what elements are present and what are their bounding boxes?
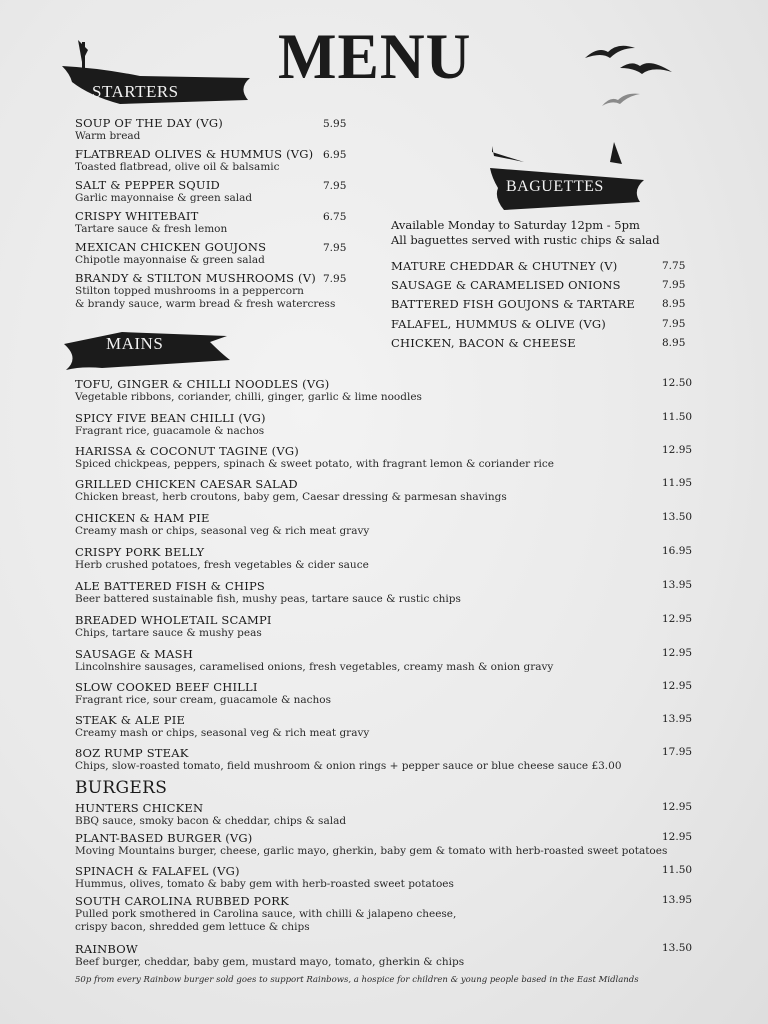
burgers-heading: BURGERS [75,778,168,798]
item-description: BBQ sauce, smoky bacon & cheddar, chips & salad [75,815,347,827]
menu-item [391,278,621,292]
menu-item [75,271,335,311]
availability-line: All baguettes served with rustic chips & salad [391,233,660,247]
menu-item [75,477,507,504]
item-description: Tartare sauce & fresh lemon [75,223,228,235]
item-name: SAUSAGE & CARAMELISED ONIONS [391,278,621,292]
item-name: SALT & PEPPER SQUID [75,178,220,192]
menu-item [75,647,553,674]
menu-item [75,147,313,174]
item-price: 13.50 [662,942,693,954]
item-price: 6.75 [323,211,347,223]
menu-item [75,116,223,143]
item-price: 7.75 [662,260,686,272]
item-name: FALAFEL, HUMMUS & OLIVE (VG) [391,317,606,331]
item-name: FLATBREAD OLIVES & HUMMUS (VG) [75,147,314,161]
item-description: Stilton topped mushrooms in a peppercorn [75,285,304,297]
item-description: Pulled pork smothered in Carolina sauce, with chilli & jalapeno cheese, [75,908,457,920]
menu-item [75,178,252,205]
item-name: 8OZ RUMP STEAK [75,746,189,760]
menu-item [75,894,456,934]
item-price: 13.95 [662,713,693,725]
item-description: Beer battered sustainable fish, mushy peas, tartare sauce & rustic chips [75,593,461,605]
item-price: 7.95 [323,242,347,254]
menu-item [75,864,454,891]
item-description: Fragrant rice, guacamole & nachos [75,425,265,437]
item-name: HUNTERS CHICKEN [75,801,204,815]
item-price: 12.95 [662,444,693,456]
item-price: 7.95 [662,279,686,291]
menu-item [391,259,617,273]
item-description: Toasted flatbread, olive oil & balsamic [75,161,280,173]
item-name: SAUSAGE & MASH [75,647,193,661]
item-description: Garlic mayonnaise & green salad [75,192,253,204]
item-price: 12.95 [662,613,693,625]
menu-item [391,317,606,331]
item-price: 7.95 [323,180,347,192]
item-description: & brandy sauce, warm bread & fresh watercress [75,298,336,310]
item-name: RAINBOW [75,942,138,956]
item-price: 8.95 [662,337,686,349]
item-price: 12.95 [662,831,693,843]
item-price: 13.95 [662,894,693,906]
item-description: Creamy mash or chips, seasonal veg & rich meat gravy [75,727,370,739]
item-description: Hummus, olives, tomato & baby gem with herb-roasted sweet potatoes [75,878,454,890]
item-name: CHICKEN & HAM PIE [75,511,210,525]
item-name: HARISSA & COCONUT TAGINE (VG) [75,444,299,458]
item-name: STEAK & ALE PIE [75,713,186,727]
menu-item [75,942,464,969]
menu-item [75,240,266,267]
item-description: Chips, slow-roasted tomato, field mushroom & onion rings + pepper sauce or blue cheese sauce £3.00 [75,760,622,772]
item-price: 7.95 [323,273,347,285]
item-description: Chipotle mayonnaise & green salad [75,254,265,266]
menu-item [75,746,622,773]
item-description: Vegetable ribbons, coriander, chilli, ginger, garlic & lime noodles [75,391,422,403]
item-name: SOUTH CAROLINA RUBBED PORK [75,894,289,908]
item-description: Creamy mash or chips, seasonal veg & rich meat gravy [75,525,370,537]
item-price: 11.50 [662,411,693,423]
item-description: Warm bread [75,130,141,142]
item-name: BATTERED FISH GOUJONS & TARTARE [391,297,636,311]
item-price: 12.50 [662,377,693,389]
item-name: ALE BATTERED FISH & CHIPS [75,579,265,593]
starters-banner [60,38,255,108]
item-name: MEXICAN CHICKEN GOUJONS [75,240,267,254]
item-description: Chips, tartare sauce & mushy peas [75,627,262,639]
birds-icon [580,38,680,113]
menu-item [75,713,369,740]
item-description: Chicken breast, herb croutons, baby gem, Caesar dressing & parmesan shavings [75,491,507,503]
item-name: PLANT-BASED BURGER (VG) [75,831,253,845]
item-description: Lincolnshire sausages, caramelised onions, fresh vegetables, creamy mash & onion gravy [75,661,554,673]
menu-item [75,511,369,538]
baguettes-heading: BAGUETTES [506,178,604,195]
page-title: MENU [278,21,472,93]
item-name: MATURE CHEDDAR & CHUTNEY (V) [391,259,618,273]
menu-item [391,297,635,311]
item-price: 7.95 [662,318,686,330]
menu-item [391,336,576,350]
item-price: 12.95 [662,801,693,813]
item-name: GRILLED CHICKEN CAESAR SALAD [75,477,298,491]
baguettes-availability [391,218,660,248]
item-price: 13.95 [662,579,693,591]
menu-item [75,444,554,471]
item-name: BRANDY & STILTON MUSHROOMS (V) [75,271,316,285]
item-name: SLOW COOKED BEEF CHILLI [75,680,258,694]
item-name: SPICY FIVE BEAN CHILLI (VG) [75,411,266,425]
item-description: Beef burger, cheddar, baby gem, mustard mayo, tomato, gherkin & chips [75,956,465,968]
menu-item [75,411,266,438]
item-description: crispy bacon, shredded gem lettuce & chips [75,921,310,933]
item-description: Moving Mountains burger, cheese, garlic mayo, gherkin, baby gem & tomato with herb-roasted sweet potatoes [75,845,668,857]
menu-item [75,801,346,828]
baguettes-banner [484,138,649,213]
menu-item [75,680,331,707]
item-description: Spiced chickpeas, peppers, spinach & sweet potato, with fragrant lemon & coriander rice [75,458,555,470]
item-price: 16.95 [662,545,693,557]
menu-item [75,209,227,236]
menu-item [75,377,422,404]
item-price: 8.95 [662,298,686,310]
item-price: 17.95 [662,746,693,758]
mains-banner [62,326,237,376]
availability-line: Available Monday to Saturday 12pm - 5pm [391,218,640,232]
mains-heading: MAINS [106,334,164,353]
item-name: SOUP OF THE DAY (VG) [75,116,223,130]
menu-item [75,579,461,606]
menu-item [75,831,667,858]
item-price: 12.95 [662,680,693,692]
item-name: SPINACH & FALAFEL (VG) [75,864,240,878]
item-price: 11.50 [662,864,693,876]
item-description: Fragrant rice, sour cream, guacamole & nachos [75,694,331,706]
item-name: TOFU, GINGER & CHILLI NOODLES (VG) [75,377,330,391]
rainbow-footnote: 50p from every Rainbow burger sold goes to support Rainbows, a hospice for children & young people based in the East Midlands [75,975,639,985]
item-name: CHICKEN, BACON & CHEESE [391,336,576,350]
starters-heading: STARTERS [92,82,179,101]
item-description: Herb crushed potatoes, fresh vegetables & cider sauce [75,559,369,571]
item-name: BREADED WHOLETAIL SCAMPI [75,613,272,627]
item-price: 6.95 [323,149,347,161]
menu-item [75,545,369,572]
item-name: CRISPY WHITEBAIT [75,209,199,223]
item-price: 11.95 [662,477,693,489]
item-price: 12.95 [662,647,693,659]
item-price: 5.95 [323,118,347,130]
item-name: CRISPY PORK BELLY [75,545,205,559]
menu-item [75,613,272,640]
item-price: 13.50 [662,511,693,523]
